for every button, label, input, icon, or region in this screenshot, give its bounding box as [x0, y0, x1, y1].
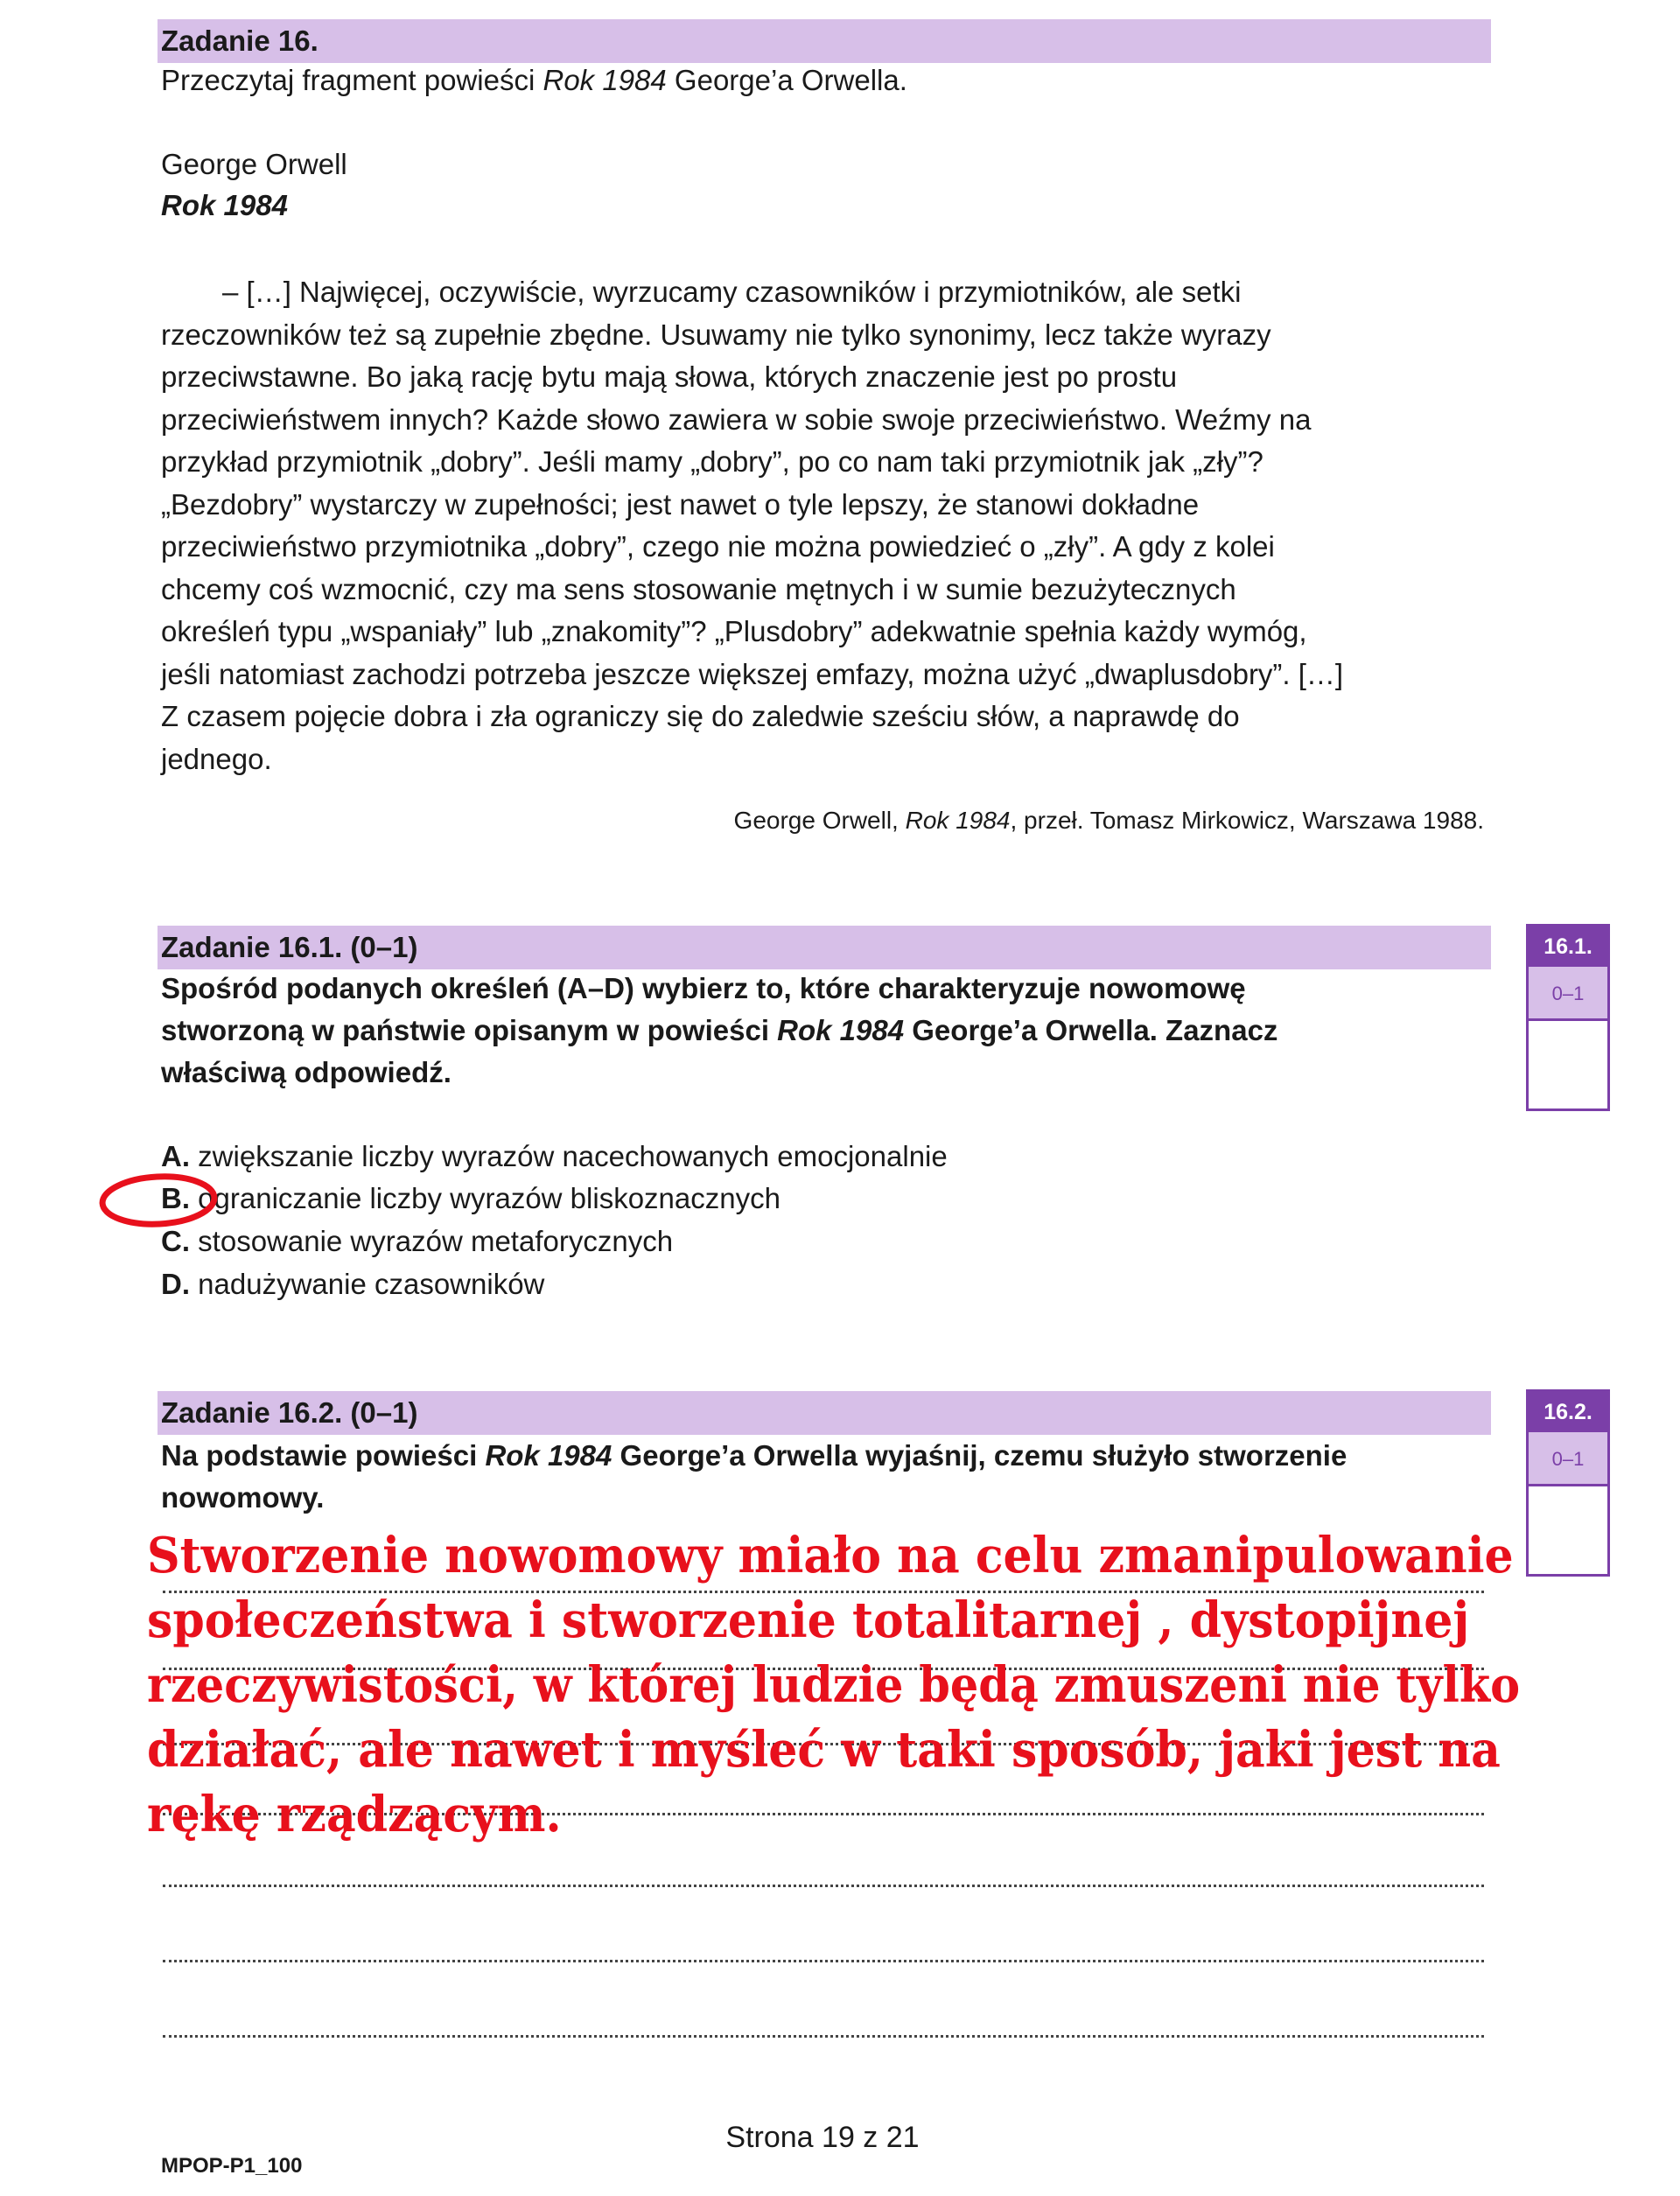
task16-1-question-line1: Spośród podanych określeń (A–D) wybierz to, które charakteryzuje nowomowę	[161, 972, 1246, 1004]
task16-2-question-line2: nowomowy.	[161, 1481, 325, 1514]
excerpt-line: przeciwieństwo przymiotnika „dobry”, czego nie można powiedzieć o „zły”. A gdy z kolei	[161, 530, 1275, 563]
excerpt-line: – […] Najwięcej, oczywiście, wyrzucamy czasowników i przymiotników, ale setki	[222, 276, 1242, 308]
option-b[interactable]: B. ograniczanie liczby wyrazów bliskoznacznych	[161, 1182, 780, 1214]
excerpt-book-title: Rok 1984	[161, 189, 288, 221]
score-box-label: 16.2.	[1529, 1392, 1607, 1432]
score-box-16-1	[1526, 924, 1610, 1111]
handwritten-answer-line: Stworzenie nowomowy miało na celu zmanipulowanie	[147, 1527, 1514, 1584]
task16-intro: Przeczytaj fragment powieści Rok 1984 George’a Orwella.	[161, 64, 907, 96]
task16-1-question-line2: stworzoną w państwie opisanym w powieści Rok 1984 George’a Orwella. Zaznacz	[161, 1014, 1278, 1046]
answer-line	[163, 1885, 1484, 1887]
excerpt-line: rzeczowników też są zupełnie zbędne. Usuwamy nie tylko synonimy, lecz także wyrazy	[161, 318, 1271, 351]
handwritten-answer-line: rzeczywistości, w której ludzie będą zmuszeni nie tylko	[147, 1656, 1521, 1714]
option-d[interactable]: D. nadużywanie czasowników	[161, 1268, 545, 1300]
excerpt-line: Z czasem pojęcie dobra i zła ograniczy się do zaledwie sześciu słów, a naprawdę do	[161, 700, 1240, 732]
option-a[interactable]: A. zwiększanie liczby wyrazów nacechowanych emocjonalnie	[161, 1140, 948, 1172]
excerpt-line: chcemy coś wzmocnić, czy ma sens stosowanie mętnych i w sumie bezużytecznych	[161, 572, 1236, 605]
exam-code: MPOP-P1_100	[161, 2154, 303, 2178]
answer-line	[163, 1960, 1484, 1962]
excerpt-text	[161, 271, 1491, 780]
excerpt-line: jeśli natomiast zachodzi potrzeba jeszcze większej emfazy, można użyć „dwaplusdobry”. […]	[161, 657, 1344, 690]
task16-header-band	[158, 19, 1491, 63]
score-box-points: 0–1	[1529, 967, 1607, 1021]
handwritten-answer-line: działać, ale nawet i myśleć w taki sposób, jaki jest na	[147, 1721, 1501, 1779]
score-box-cell[interactable]	[1529, 1021, 1607, 1108]
answer-circle-mark	[94, 1171, 226, 1230]
excerpt-line: jednego.	[161, 742, 272, 775]
score-box-label: 16.1.	[1529, 927, 1607, 967]
excerpt-line: przeciwieństwem innych? Każde słowo zawiera w sobie swoje przeciwieństwo. Weźmy na	[161, 402, 1312, 436]
score-box-points: 0–1	[1529, 1432, 1607, 1486]
answer-line	[163, 2035, 1484, 2038]
excerpt-line: przykład przymiotnik „dobry”. Jeśli mamy „dobry”, po co nam taki przymiotnik jak „zły”?	[161, 445, 1264, 478]
task16-2-title: Zadanie 16.2. (0–1)	[161, 1396, 418, 1429]
excerpt-line: „Bezdobry” wystarczy w zupełności; jest nawet o tyle lepszy, że stanowi dokładne	[161, 487, 1200, 521]
handwritten-answer-line: społeczeństwa i stworzenie totalitarnej , dystopijnej	[147, 1591, 1470, 1649]
task16-title: Zadanie 16.	[161, 24, 318, 57]
page-number: Strona 19 z 21	[725, 2121, 920, 2154]
score-box-16-2	[1526, 1389, 1610, 1577]
handwritten-answer-line: rękę rządzącym.	[147, 1786, 562, 1843]
excerpt-source: George Orwell, Rok 1984, przeł. Tomasz Mirkowicz, Warszawa 1988.	[733, 807, 1484, 834]
excerpt-line: określeń typu „wspaniały” lub „znakomity”? „Plusdobry” adekwatnie spełnia każdy wymóg,	[161, 615, 1307, 647]
task16-1-title: Zadanie 16.1. (0–1)	[161, 931, 418, 963]
score-box-cell[interactable]	[1529, 1486, 1607, 1574]
option-c[interactable]: C. stosowanie wyrazów metaforycznych	[161, 1225, 674, 1257]
task16-2-question-line1: Na podstawie powieści Rok 1984 George’a Orwella wyjaśnij, czemu służyło stworzenie	[161, 1439, 1348, 1472]
excerpt-line: przeciwstawne. Bo jaką rację bytu mają słowa, których znaczenie jest po prostu	[161, 360, 1178, 393]
excerpt-author: George Orwell	[161, 148, 347, 180]
task16-1-question-line3: właściwą odpowiedź.	[161, 1056, 452, 1088]
